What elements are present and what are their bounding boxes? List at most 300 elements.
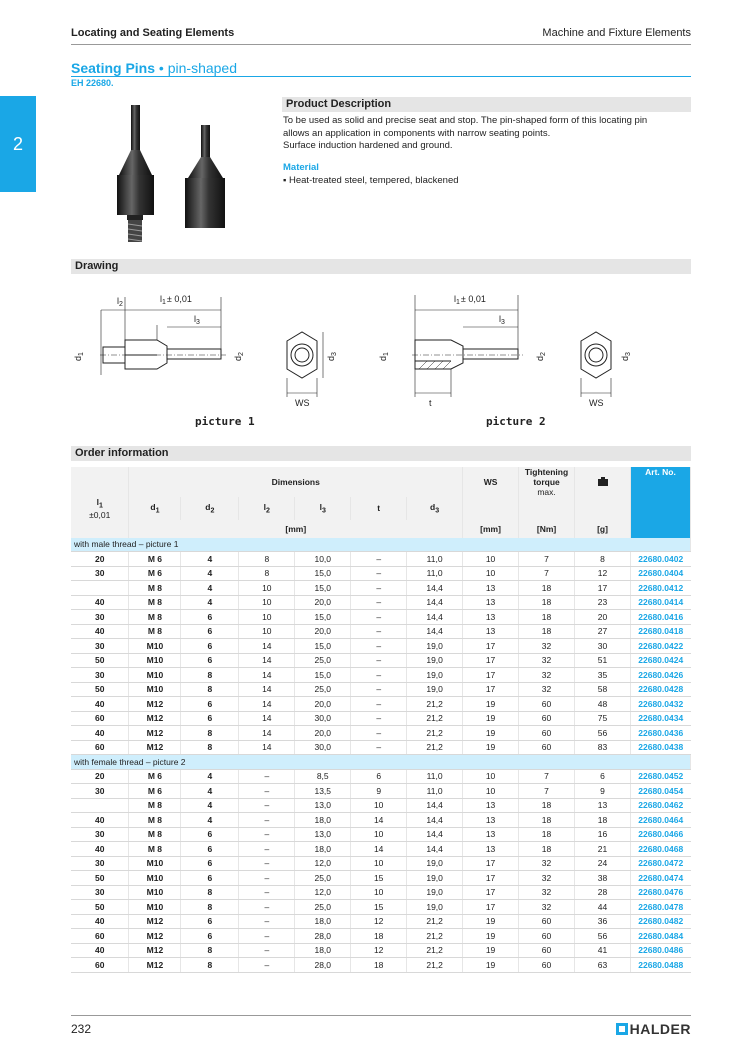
- cell-l3: 20,0: [295, 595, 351, 610]
- cell-l1: 30: [71, 668, 129, 683]
- cell-d3: 19,0: [407, 856, 463, 871]
- cell-t: 18: [351, 958, 407, 973]
- cell-l3: 20,0: [295, 726, 351, 741]
- cell-ws: 13: [463, 595, 519, 610]
- cell-d1: M 8: [129, 624, 181, 639]
- l1-tolerance: ±0,01: [89, 509, 111, 520]
- chapter-tab[interactable]: [0, 96, 36, 192]
- cell-ws: 13: [463, 624, 519, 639]
- cell-t: –: [351, 566, 407, 581]
- cell-d1: M12: [129, 958, 181, 973]
- table-head-empty: [575, 497, 631, 520]
- cell-artno[interactable]: 22680.0434: [630, 711, 690, 726]
- cell-d2: 8: [181, 668, 239, 683]
- cell-d2: 8: [181, 885, 239, 900]
- cell-d2: 6: [181, 711, 239, 726]
- cell-l1: 40: [71, 697, 129, 712]
- cell-ws: 10: [463, 784, 519, 799]
- cell-weight: 20: [575, 610, 631, 625]
- cell-weight: 35: [575, 668, 631, 683]
- cell-ws: 17: [463, 639, 519, 654]
- cell-artno[interactable]: 22680.0464: [630, 813, 690, 828]
- table-head-empty: [519, 497, 575, 520]
- cell-d1: M10: [129, 682, 181, 697]
- cell-d3: 21,2: [407, 697, 463, 712]
- cell-d2: 4: [181, 813, 239, 828]
- picture-2-side-view: [412, 295, 523, 397]
- cell-ws: 10: [463, 552, 519, 567]
- cell-ws: 19: [463, 726, 519, 741]
- description-line: To be used as solid and precise seat and stop. The pin-shaped form of this locating pin: [283, 115, 648, 126]
- cell-d2: 8: [181, 958, 239, 973]
- cell-ws: 17: [463, 682, 519, 697]
- cell-l1: 30: [71, 784, 129, 799]
- cell-t: 15: [351, 900, 407, 915]
- cell-weight: 24: [575, 856, 631, 871]
- cell-torque: 32: [519, 682, 575, 697]
- table-row: [71, 798, 691, 813]
- cell-d1: M12: [129, 914, 181, 929]
- table-head-artno: Art. No.: [630, 467, 690, 538]
- table-head-empty: [463, 497, 519, 520]
- cell-d3: 19,0: [407, 900, 463, 915]
- cell-torque: 60: [519, 740, 575, 755]
- table-row: [71, 639, 691, 654]
- cell-l3: 15,0: [295, 668, 351, 683]
- cell-weight: 6: [575, 769, 631, 784]
- cell-artno[interactable]: 22680.0426: [630, 668, 690, 683]
- cell-ws: 19: [463, 914, 519, 929]
- cell-t: 12: [351, 914, 407, 929]
- title-underline: [71, 76, 691, 77]
- cell-l3: 25,0: [295, 682, 351, 697]
- dim-l1: $l_1\pm 0,01$: [454, 294, 486, 306]
- halder-logo: [616, 1021, 691, 1037]
- dim-l1: $l_1\pm 0,01$: [160, 294, 192, 306]
- table-head-l2: [239, 497, 295, 520]
- cell-l1: 30: [71, 610, 129, 625]
- cell-torque: 18: [519, 798, 575, 813]
- dim-d1: $d_1$: [73, 352, 85, 361]
- cell-artno[interactable]: 22680.0412: [630, 581, 690, 596]
- table-head-l3: [295, 497, 351, 520]
- table-head-weight: [575, 467, 631, 497]
- cell-d2: 8: [181, 726, 239, 741]
- cell-d2: 4: [181, 769, 239, 784]
- cell-torque: 18: [519, 595, 575, 610]
- cell-torque: 60: [519, 943, 575, 958]
- cell-artno[interactable]: 22680.0462: [630, 798, 690, 813]
- cell-artno[interactable]: 22680.0414: [630, 595, 690, 610]
- torque-line: max.: [537, 487, 556, 497]
- page-title: [71, 60, 237, 76]
- cell-torque: 32: [519, 885, 575, 900]
- cell-l1: 40: [71, 943, 129, 958]
- cell-weight: 58: [575, 682, 631, 697]
- cell-d3: 21,2: [407, 914, 463, 929]
- d1-subscript: 1: [155, 506, 160, 515]
- cell-l3: 13,5: [295, 784, 351, 799]
- table-row: [71, 784, 691, 799]
- cell-artno[interactable]: 22680.0418: [630, 624, 690, 639]
- material-heading: Material: [283, 162, 319, 173]
- table-row: [71, 885, 691, 900]
- cell-d3: 11,0: [407, 566, 463, 581]
- cell-t: 14: [351, 842, 407, 857]
- cell-ws: 13: [463, 581, 519, 596]
- group-label-male: with male thread – picture 1: [71, 538, 691, 552]
- cell-l2: –: [239, 798, 295, 813]
- cell-ws: 17: [463, 885, 519, 900]
- cell-l1: 50: [71, 653, 129, 668]
- cell-artno[interactable]: 22680.0422: [630, 639, 690, 654]
- l2-subscript: 2: [266, 506, 270, 515]
- cell-ws: 19: [463, 711, 519, 726]
- table-row: [71, 958, 691, 973]
- cell-weight: 18: [575, 813, 631, 828]
- cell-artno[interactable]: 22680.0472: [630, 856, 690, 871]
- cell-l2: 14: [239, 726, 295, 741]
- dim-d3: $d_3$: [620, 352, 632, 361]
- cell-artno[interactable]: 22680.0438: [630, 740, 690, 755]
- cell-ws: 19: [463, 929, 519, 944]
- cell-l2: 14: [239, 740, 295, 755]
- cell-torque: 7: [519, 552, 575, 567]
- cell-l3: 25,0: [295, 653, 351, 668]
- cell-l1: 40: [71, 914, 129, 929]
- cell-l2: 10: [239, 581, 295, 596]
- cell-weight: 44: [575, 900, 631, 915]
- cell-t: 10: [351, 798, 407, 813]
- cell-d2: 4: [181, 784, 239, 799]
- cell-artno[interactable]: 22680.0416: [630, 610, 690, 625]
- table-head-d3: [407, 497, 463, 520]
- cell-l2: –: [239, 784, 295, 799]
- cell-t: –: [351, 711, 407, 726]
- table-row: [71, 943, 691, 958]
- cell-d3: 11,0: [407, 769, 463, 784]
- cell-t: 9: [351, 784, 407, 799]
- cell-weight: 63: [575, 958, 631, 973]
- cell-l2: –: [239, 914, 295, 929]
- table-row: [71, 856, 691, 871]
- cell-artno[interactable]: 22680.0402: [630, 552, 690, 567]
- cell-l1: 40: [71, 726, 129, 741]
- cell-torque: 60: [519, 697, 575, 712]
- table-unit-ws: [mm]: [463, 520, 519, 538]
- cell-d3: 14,4: [407, 827, 463, 842]
- cell-weight: 16: [575, 827, 631, 842]
- table-row: [71, 581, 691, 596]
- cell-torque: 7: [519, 769, 575, 784]
- cell-d2: 4: [181, 595, 239, 610]
- cell-l3: 15,0: [295, 581, 351, 596]
- d2-symbol: d: [205, 502, 211, 512]
- cell-torque: 18: [519, 581, 575, 596]
- cell-d2: 6: [181, 697, 239, 712]
- cell-l2: 14: [239, 682, 295, 697]
- cell-d2: 6: [181, 842, 239, 857]
- table-row: [71, 595, 691, 610]
- table-head-d2: [181, 497, 239, 520]
- cell-l3: 28,0: [295, 929, 351, 944]
- cell-l2: 10: [239, 610, 295, 625]
- cell-d3: 19,0: [407, 682, 463, 697]
- l3-symbol: l: [319, 502, 322, 512]
- cell-d3: 11,0: [407, 784, 463, 799]
- cell-l1: 60: [71, 958, 129, 973]
- title-bullet: •: [158, 60, 164, 76]
- cell-weight: 30: [575, 639, 631, 654]
- cell-artno[interactable]: 22680.0436: [630, 726, 690, 741]
- cell-d3: 21,2: [407, 929, 463, 944]
- logo-mark-icon: [616, 1023, 628, 1035]
- dim-d2: $d_2$: [233, 352, 245, 361]
- cell-l1: [71, 581, 129, 596]
- cell-weight: 38: [575, 871, 631, 886]
- cell-t: –: [351, 740, 407, 755]
- table-head-empty: [71, 520, 129, 538]
- cell-t: –: [351, 624, 407, 639]
- cell-d3: 21,2: [407, 958, 463, 973]
- table-row: [71, 842, 691, 857]
- cell-d3: 19,0: [407, 668, 463, 683]
- cell-ws: 17: [463, 856, 519, 871]
- cell-l1: 20: [71, 769, 129, 784]
- description-line: Surface induction hardened and ground.: [283, 140, 453, 151]
- cell-d1: M 8: [129, 595, 181, 610]
- cell-torque: 32: [519, 668, 575, 683]
- cell-l2: 14: [239, 653, 295, 668]
- cell-artno[interactable]: 22680.0454: [630, 784, 690, 799]
- table-row: [71, 871, 691, 886]
- cell-artno[interactable]: 22680.0482: [630, 914, 690, 929]
- cell-ws: 13: [463, 610, 519, 625]
- cell-d1: M 8: [129, 798, 181, 813]
- cell-artno[interactable]: 22680.0466: [630, 827, 690, 842]
- torque-line: Tightening: [524, 467, 569, 477]
- cell-t: 6: [351, 769, 407, 784]
- cell-d3: 21,2: [407, 711, 463, 726]
- cell-l3: 20,0: [295, 697, 351, 712]
- table-row: [71, 827, 691, 842]
- cell-l3: 25,0: [295, 900, 351, 915]
- drawing-heading: Drawing: [71, 259, 691, 274]
- cell-l2: 14: [239, 697, 295, 712]
- cell-weight: 21: [575, 842, 631, 857]
- cell-torque: 60: [519, 726, 575, 741]
- product-photo: [105, 100, 255, 245]
- cell-d1: M 6: [129, 566, 181, 581]
- d3-subscript: 3: [435, 506, 440, 515]
- table-row: [71, 624, 691, 639]
- table-row: [71, 813, 691, 828]
- dim-d1: $d_1$: [378, 352, 390, 361]
- cell-ws: 19: [463, 740, 519, 755]
- cell-l1: 50: [71, 682, 129, 697]
- cell-artno[interactable]: 22680.0474: [630, 871, 690, 886]
- cell-d1: M12: [129, 929, 181, 944]
- cell-l3: 18,0: [295, 842, 351, 857]
- cell-torque: 7: [519, 784, 575, 799]
- cell-l2: –: [239, 885, 295, 900]
- cell-t: –: [351, 653, 407, 668]
- cell-d2: 6: [181, 914, 239, 929]
- cell-torque: 18: [519, 610, 575, 625]
- product-description-text: [283, 115, 693, 153]
- cell-artno[interactable]: 22680.0424: [630, 653, 690, 668]
- cell-weight: 51: [575, 653, 631, 668]
- cell-l3: 15,0: [295, 610, 351, 625]
- cell-l2: 14: [239, 668, 295, 683]
- cell-d3: 21,2: [407, 943, 463, 958]
- cell-torque: 32: [519, 653, 575, 668]
- cell-t: –: [351, 581, 407, 596]
- chapter-number: 2: [12, 133, 23, 154]
- cell-l3: 18,0: [295, 813, 351, 828]
- table-head-dimensions: Dimensions: [129, 467, 463, 497]
- cell-l1: 60: [71, 711, 129, 726]
- cell-t: –: [351, 682, 407, 697]
- cell-l1: 50: [71, 871, 129, 886]
- material-item: ▪ Heat-treated steel, tempered, blackened: [283, 175, 459, 186]
- cell-l3: 30,0: [295, 740, 351, 755]
- cell-ws: 10: [463, 566, 519, 581]
- title-main: Seating Pins: [71, 60, 156, 76]
- cell-d1: M 8: [129, 827, 181, 842]
- cell-ws: 13: [463, 798, 519, 813]
- cell-l1: 30: [71, 885, 129, 900]
- table-row: [71, 726, 691, 741]
- cell-ws: 19: [463, 958, 519, 973]
- cell-l2: 14: [239, 711, 295, 726]
- cell-t: –: [351, 726, 407, 741]
- cell-torque: 18: [519, 842, 575, 857]
- cell-l1: 30: [71, 827, 129, 842]
- cell-d2: 4: [181, 798, 239, 813]
- cell-d1: M12: [129, 711, 181, 726]
- cell-artno[interactable]: 22680.0432: [630, 697, 690, 712]
- cell-weight: 56: [575, 726, 631, 741]
- cell-d2: 8: [181, 682, 239, 697]
- cell-l1: 60: [71, 740, 129, 755]
- order-rows-female: [71, 755, 691, 973]
- cell-d1: M 6: [129, 769, 181, 784]
- cell-d2: 8: [181, 740, 239, 755]
- dim-d2: $d_2$: [535, 352, 547, 361]
- cell-ws: 17: [463, 653, 519, 668]
- cell-l2: 10: [239, 624, 295, 639]
- cell-weight: 83: [575, 740, 631, 755]
- cell-artno[interactable]: 22680.0428: [630, 682, 690, 697]
- cell-l3: 28,0: [295, 958, 351, 973]
- cell-artno[interactable]: 22680.0452: [630, 769, 690, 784]
- table-head-t: t: [351, 497, 407, 520]
- cell-d3: 14,4: [407, 798, 463, 813]
- cell-l3: 13,0: [295, 798, 351, 813]
- table-row: [71, 900, 691, 915]
- cell-l2: –: [239, 943, 295, 958]
- cell-d1: M10: [129, 871, 181, 886]
- cell-artno[interactable]: 22680.0488: [630, 958, 690, 973]
- table-row: [71, 653, 691, 668]
- cell-artno[interactable]: 22680.0476: [630, 885, 690, 900]
- cell-torque: 18: [519, 827, 575, 842]
- cell-torque: 60: [519, 958, 575, 973]
- logo-text: HALDER: [629, 1021, 691, 1037]
- cell-ws: 19: [463, 943, 519, 958]
- cell-l2: –: [239, 958, 295, 973]
- cell-artno[interactable]: 22680.0404: [630, 566, 690, 581]
- cell-artno[interactable]: 22680.0468: [630, 842, 690, 857]
- caption-picture-2: picture 2: [486, 415, 546, 428]
- cell-d2: 8: [181, 900, 239, 915]
- l1-subscript: 1: [98, 501, 103, 510]
- cell-l1: 60: [71, 929, 129, 944]
- cell-l2: 10: [239, 595, 295, 610]
- cell-ws: 17: [463, 668, 519, 683]
- table-unit-g: [g]: [575, 520, 631, 538]
- cell-d2: 6: [181, 827, 239, 842]
- cell-l3: 8,5: [295, 769, 351, 784]
- description-line: allows an application in components with narrow seating points.: [283, 127, 551, 139]
- order-table: [71, 467, 691, 973]
- weight-icon: [597, 475, 609, 487]
- table-row: [71, 682, 691, 697]
- cell-t: –: [351, 552, 407, 567]
- cell-l1: 40: [71, 595, 129, 610]
- table-head-l1: [71, 497, 129, 520]
- cell-t: 10: [351, 856, 407, 871]
- table-row: [71, 711, 691, 726]
- product-code: EH 22680.: [71, 78, 114, 88]
- cell-l1: 30: [71, 856, 129, 871]
- cell-l3: 13,0: [295, 827, 351, 842]
- cell-ws: 17: [463, 871, 519, 886]
- d2-subscript: 2: [210, 506, 215, 515]
- cell-l3: 20,0: [295, 624, 351, 639]
- cell-l1: 30: [71, 639, 129, 654]
- cell-l1: 30: [71, 566, 129, 581]
- cell-weight: 41: [575, 943, 631, 958]
- cell-t: –: [351, 668, 407, 683]
- cell-weight: 8: [575, 552, 631, 567]
- table-row: [71, 566, 691, 581]
- cell-d1: M 6: [129, 552, 181, 567]
- cell-t: 18: [351, 929, 407, 944]
- cell-d3: 19,0: [407, 885, 463, 900]
- table-unit-nm: [Nm]: [519, 520, 575, 538]
- cell-d1: M10: [129, 639, 181, 654]
- l1-symbol: l: [96, 497, 99, 507]
- cell-artno[interactable]: 22680.0486: [630, 943, 690, 958]
- torque-line: torque: [533, 477, 560, 487]
- cell-d2: 6: [181, 653, 239, 668]
- d1-symbol: d: [150, 502, 156, 512]
- cell-l3: 18,0: [295, 914, 351, 929]
- cell-l1: 40: [71, 813, 129, 828]
- cell-d3: 14,4: [407, 813, 463, 828]
- dim-l3: $l_3$: [499, 314, 505, 326]
- cell-artno[interactable]: 22680.0484: [630, 929, 690, 944]
- l3-subscript: 3: [321, 506, 326, 515]
- cell-d1: M 8: [129, 610, 181, 625]
- cell-d1: M10: [129, 653, 181, 668]
- cell-l2: –: [239, 929, 295, 944]
- cell-l3: 12,0: [295, 856, 351, 871]
- cell-artno[interactable]: 22680.0478: [630, 900, 690, 915]
- group-label-female: with female thread – picture 2: [71, 755, 691, 770]
